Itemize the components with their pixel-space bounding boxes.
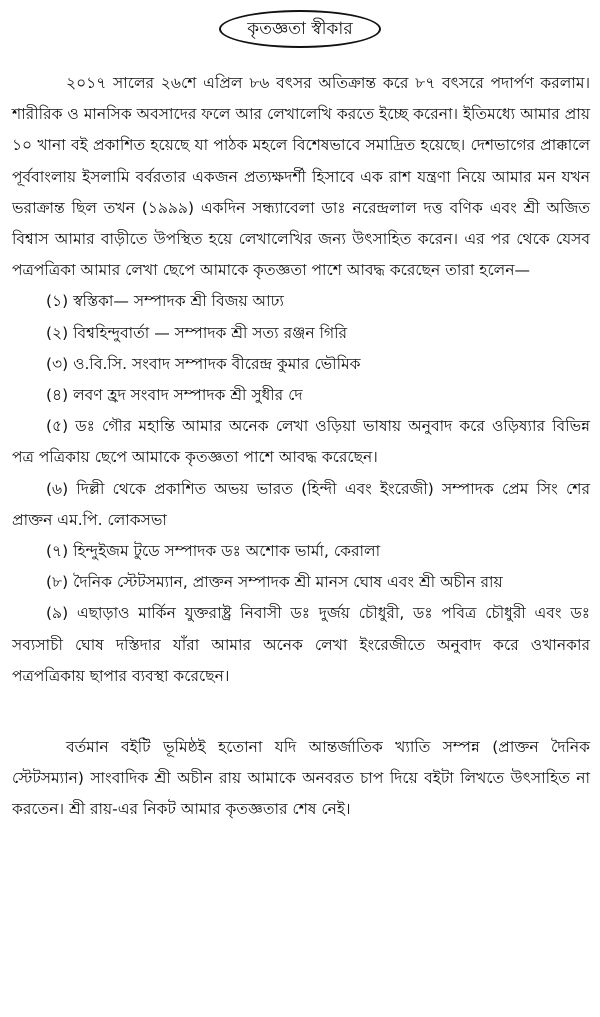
list-item: (৫) ডঃ গৌর মহান্তি আমার অনেক লেখা ওড়িয়া ভাষায় অনুবাদ করে ওড়িষ্যার বিভিন্ন পত্র পত্রিকায় ছেপে আমাকে কৃতজ্ঞতা পাশে আবদ্ধ করেছেন।	[12, 417, 590, 467]
page-body	[12, 68, 590, 826]
list-item: (৩) ও.বি.সি. সংবাদ সম্পাদক বীরেন্দ্র কুমার ভৌমিক	[46, 354, 361, 373]
title-container	[0, 10, 600, 48]
closing-paragraph: বর্তমান বইটি ভূমিষ্ঠই হতোনা যদি আন্তর্জাতিক খ্যাতি সম্পন্ন (প্রাক্তন দৈনিক স্টেটসম্যান) সাংবাদিক শ্রী অচীন রায় আমাকে অনবরত চাপ দিয়ে বইটা লিখতে উৎসাহিত না করতেন। শ্রী রায়-এর নিকট আমার কৃতজ্ঞতার শেষ নেই।	[12, 738, 590, 819]
list-item: (৯) এছাড়াও মার্কিন যুক্তরাষ্ট্র নিবাসী ডঃ দুর্জয় চৌধুরী, ডঃ পবিত্র চৌধুরী এবং ডঃ সব্যসাচী ঘোষ দস্তিদার যাঁরা আমার অনেক লেখা ইংরেজীতে অনুবাদ করে ওখানকার পত্রপত্রিকায় ছাপার ব্যবস্থা করেছেন।	[12, 604, 590, 685]
page-title: কৃতজ্ঞতা স্বীকার	[219, 10, 380, 48]
list-item: (৭) হিন্দুইজম টুডে সম্পাদক ডঃ অশোক ভার্মা, কেরালা	[46, 542, 381, 561]
list-item: (৪) লবণ হ্রদ সংবাদ সম্পাদক শ্রী সুধীর দে	[46, 386, 303, 405]
paragraph-gap	[12, 692, 590, 732]
intro-paragraph: ২০১৭ সালের ২৬শে এপ্রিল ৮৬ বৎসর অতিক্রান্ত করে ৮৭ বৎসরে পদার্পণ করলাম। শারীরিক ও মানসিক অবসাদের ফলে আর লেখালেখি করতে ইচ্ছে করেনা। ইতিমধ্যে আমার প্রায় ১০ খানা বই প্রকাশিত হয়েছে যা পাঠক মহলে বিশেষভাবে সমাদ্রিত হয়েছে। দেশভাগের প্রাক্কালে পূর্ববাংলায় ইসলামি বর্বরতার একজন প্রত্যক্ষদর্শী হিসাবে এক রাশ যন্ত্রণা নিয়ে আমার মন যখন ভরাক্রান্ত ছিল তখন (১৯৯৯) একদিন সন্ধ্যাবেলা ডাঃ নরেন্দ্রলাল দত্ত বণিক এবং শ্রী অজিত বিশ্বাস আমার বাড়ীতে উপস্থিত হয়ে লেখালেখির জন্য উৎসাহিত করেন। এর পর থেকে যেসব পত্রপত্রিকা আমার লেখা ছেপে আমাকে কৃতজ্ঞতা পাশে আবদ্ধ করেছেন তারা হলেন—	[12, 74, 590, 280]
list-item: (১) স্বস্তিকা— সম্পাদক শ্রী বিজয় আঢ্য	[46, 292, 284, 311]
list-item: (৬) দিল্লী থেকে প্রকাশিত অভয় ভারত (হিন্দী এবং ইংরেজী) সম্পাদক প্রেম সিং শের প্রাক্তন এম.পি. লোকসভা	[12, 479, 590, 529]
list-item: (২) বিশ্বহিন্দুবার্তা — সম্পাদক শ্রী সত্য রঞ্জন গিরি	[46, 323, 348, 342]
list-item: (৮) দৈনিক স্টেটসম্যান, প্রাক্তন সম্পাদক শ্রী মানস ঘোষ এবং শ্রী অচীন রায়	[46, 573, 503, 592]
